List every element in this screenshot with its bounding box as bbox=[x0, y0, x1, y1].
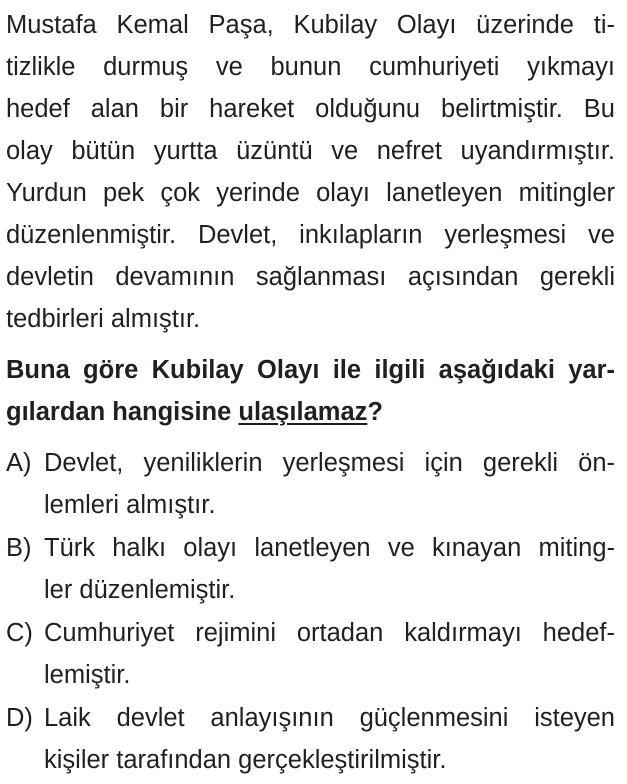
passage-line: olay bütün yurtta üzüntü ve nefret uyandırmıştır. bbox=[6, 137, 615, 165]
option-text: ler düzenlemiştir. bbox=[44, 576, 236, 604]
passage-line: Mustafa Kemal Paşa, Kubilay Olayı üzerinde ti- bbox=[6, 11, 615, 39]
option-letter: B) bbox=[6, 534, 32, 562]
question-line: Buna göre Kubilay Olayı ile ilgili aşağıdaki yar- bbox=[6, 356, 615, 384]
option-text: Devlet, yeniliklerin yerleşmesi için gerekli ön- bbox=[44, 449, 615, 477]
passage-line: tizlikle durmuş ve bunun cumhuriyeti yıkmayı bbox=[6, 53, 615, 81]
passage-line: tedbirleri almıştır. bbox=[6, 305, 201, 333]
option-letter: A) bbox=[6, 449, 32, 477]
option-letter: D) bbox=[6, 704, 33, 732]
option-text: kişiler tarafından gerçekleştirilmiştir. bbox=[44, 746, 447, 774]
passage-line: hedef alan bir hareket olduğunu belirtmiştir. Bu bbox=[6, 95, 615, 123]
option-text: lemiştir. bbox=[44, 661, 131, 689]
passage-line: düzenlenmiştir. Devlet, inkılapların yerleşmesi ve bbox=[6, 221, 615, 249]
option-text: Laik devlet anlayışının güçlenmesini isteyen bbox=[44, 704, 615, 732]
option-text: Türk halkı olayı lanetleyen ve kınayan miting- bbox=[44, 534, 615, 562]
question-line bbox=[6, 397, 383, 427]
passage-line: Yurdun pek çok yerinde olayı lanetleyen mitingler bbox=[6, 179, 615, 207]
option-text: Cumhuriyet rejimini ortadan kaldırmayı hedef- bbox=[44, 619, 615, 647]
question-mark: ? bbox=[367, 398, 383, 426]
question-prefix: gılardan hangisine bbox=[6, 398, 239, 426]
question-emphasis: ulaşılamaz bbox=[238, 398, 368, 426]
option-letter: C) bbox=[6, 619, 33, 647]
passage-line: devletin devamının sağlanması açısından gerekli bbox=[6, 263, 615, 291]
option-text: lemleri almıştır. bbox=[44, 491, 216, 519]
